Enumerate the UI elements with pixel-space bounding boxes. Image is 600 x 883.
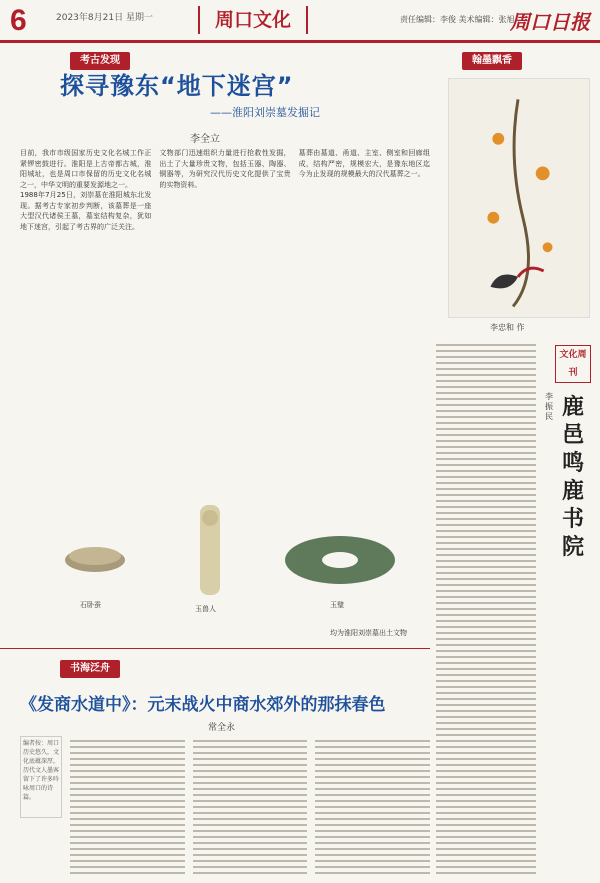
- article1-author: 李全立: [190, 134, 220, 145]
- header-rule: [0, 40, 600, 43]
- photo-caption: 石卧蚕: [80, 601, 101, 609]
- article1-paragraph: 目前，我市市级国家历史文化名城工作正紧锣密鼓进行。淮阳是上古帝都古城，淮阳城址，也是周口市保留的历史文化名城之一，中华文明的重要发源地之一。: [20, 149, 152, 189]
- article2-intro: 编者按：周口历史悠久，文化底蕴深厚，历代文人墨客留下了许多吟咏周口的诗篇。: [20, 736, 62, 818]
- article2-body: [70, 736, 430, 876]
- article1-column: [20, 148, 151, 488]
- jade-figure-image: [190, 500, 230, 600]
- side-article-body: [436, 340, 536, 875]
- article1-paragraph: 1988年7月25日，刘崇墓在淮阳城东北发现。据考古专家初步判断，该墓葬是一座大型汉代诸侯王墓，墓室结构复杂，犹如地下迷宫，引起了考古界的广泛关注。: [20, 191, 152, 231]
- article1-column: [159, 148, 290, 488]
- jade-disc-image: [280, 530, 400, 590]
- issue-date: 2023年8月21日 星期一: [56, 13, 153, 23]
- article1-subtitle: ——淮阳刘崇墓发掘记: [210, 106, 320, 119]
- side-article-title: 鹿邑鸣鹿书院: [562, 395, 585, 560]
- section-divider: [0, 648, 430, 649]
- painting-image: [448, 78, 590, 318]
- article2-author: 常全永: [208, 723, 236, 733]
- side-article-author: 李振民: [545, 392, 553, 421]
- side-article-tag: 文化周刊: [555, 345, 591, 383]
- side-article-text: [436, 340, 536, 875]
- relic-photos: [40, 500, 420, 620]
- article1-tag: 考古发现: [70, 52, 130, 70]
- stone-silkworm-image: [60, 520, 130, 590]
- painting-caption: 李忠和 作: [490, 323, 525, 332]
- article1-paragraph: 墓葬由墓道、甬道、主室、侧室和回廊组成，结构严密，规模宏大，是豫东地区迄今为止发现的规模最大的汉代墓葬之一。: [298, 149, 430, 178]
- photo-credit: 均为淮阳刘崇墓出土文物: [330, 629, 407, 637]
- newspaper-logo: 周口日报: [510, 10, 590, 34]
- article1-title: 探寻豫东“地下迷宫”: [60, 72, 294, 100]
- article2-column: [193, 736, 308, 876]
- photo-caption: 玉璧: [330, 601, 344, 609]
- article2-title: 《发商水道中》：元末战火中商水郊外的那抹春色: [20, 695, 386, 715]
- painting-tag: 翰墨飘香: [462, 52, 522, 70]
- article2-tag: 书海泛舟: [60, 660, 120, 678]
- article2-column: [315, 736, 430, 876]
- article2-column: [70, 736, 185, 876]
- editors-credit: 责任编辑：李俊 美术编辑：张旭: [400, 15, 515, 24]
- page-header: [0, 0, 600, 44]
- article1-body: [20, 148, 430, 488]
- page-number: 6: [10, 4, 27, 37]
- article1-column: [299, 148, 430, 488]
- article1-paragraph: 文物部门迅速组织力量进行抢救性发掘，出土了大量珍贵文物，包括玉器、陶器、铜器等，为研究汉代历史文化提供了宝贵的实物资料。: [159, 149, 291, 189]
- photo-caption: 玉兽人: [195, 605, 216, 613]
- section-title: 周口文化: [198, 6, 308, 34]
